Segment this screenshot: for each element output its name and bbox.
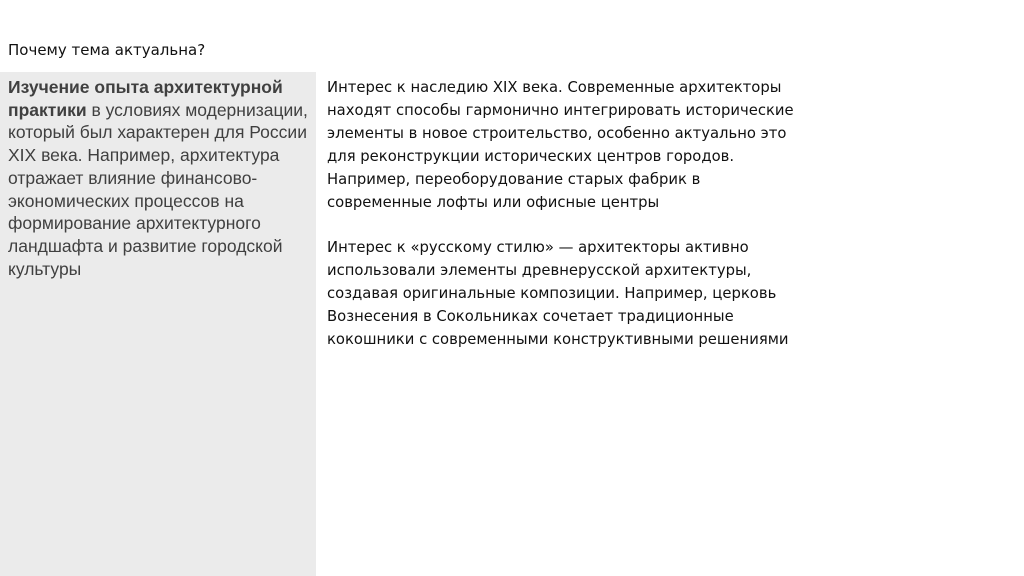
paragraph-1-line: элементы в новое строительство, особенно актуально это [327,125,787,142]
paragraph-1 [327,76,977,214]
paragraph-1-line: находят способы гармонично интегрировать исторические [327,102,794,119]
paragraph-2-line: Вознесения в Сокольниках сочетает традиционные [327,308,734,325]
paragraph-2-line: создавая оригинальные композиции. Например, церковь [327,285,777,302]
paragraph-2-line: Интерес к «русскому стилю» — архитекторы активно [327,239,749,256]
paragraph-1-line: современные лофты или офисные центры [327,194,660,211]
left-panel-rest-text: в условиях модернизации, который был характерен для России XIX века. Например, архитектура отражает влияние финансово-экономических процессов на формирование архитектурного ландшафта и развитие городской культуры [8,99,308,279]
left-text-panel [0,72,316,576]
paragraph-2-line: кокошники с современными конструктивными решениями [327,331,789,348]
slide-title: Почему тема актуальна? [8,41,206,59]
left-panel-text [8,76,314,280]
paragraph-spacer [327,214,977,236]
paragraph-2 [327,236,977,351]
paragraph-1-line: Например, переоборудование старых фабрик в [327,171,701,188]
paragraph-1-line: Интерес к наследию XIX века. Современные архитекторы [327,79,782,96]
left-panel-bold-text: Изучение опыта архитектурной практики [8,77,283,120]
paragraph-1-line: для реконструкции исторических центров городов. [327,148,735,165]
paragraph-2-line: использовали элементы древнерусской архитектуры, [327,262,752,279]
right-text-column [327,76,977,351]
